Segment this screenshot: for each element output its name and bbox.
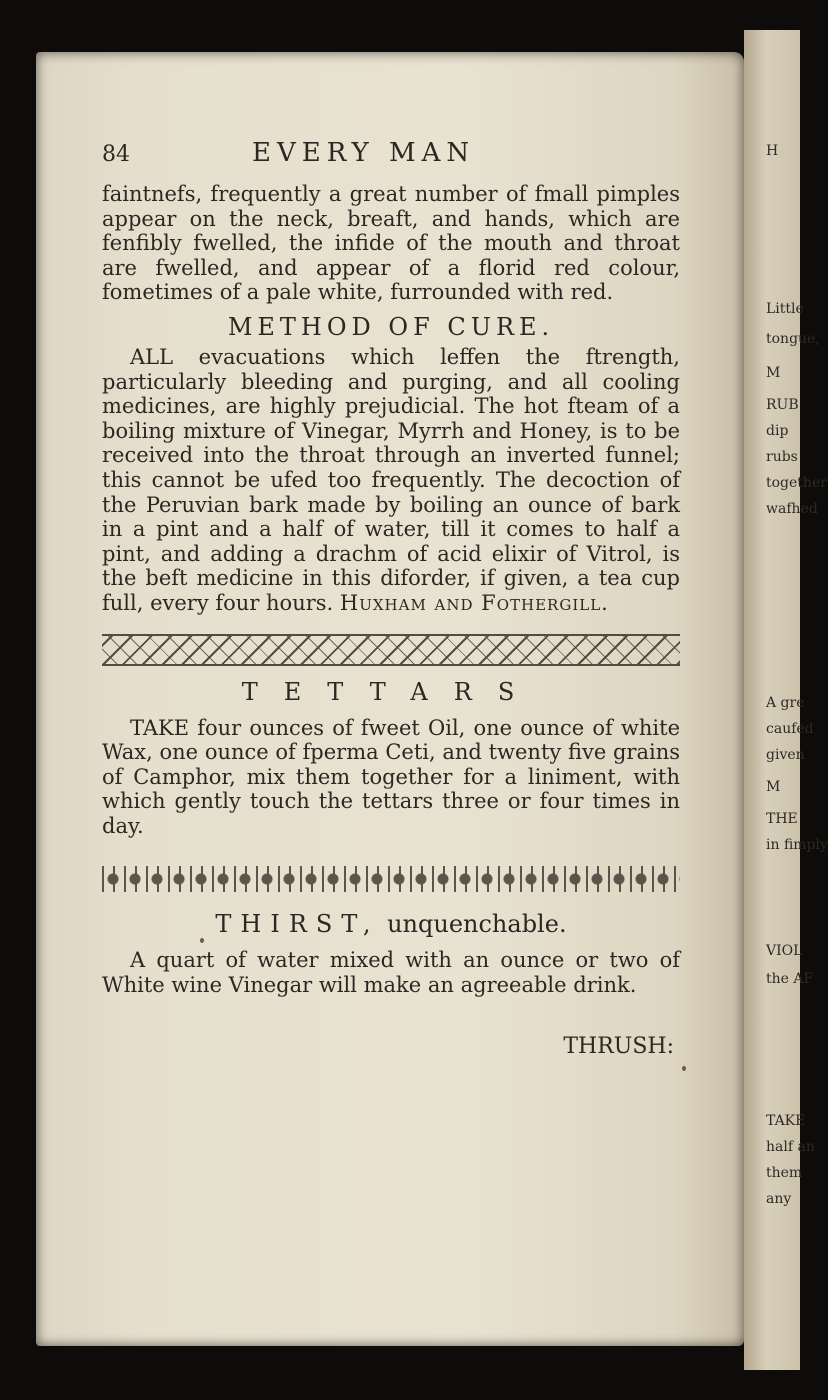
section-heading-method-of-cure: METHOD OF CURE. (227, 312, 555, 341)
facing-page-text: Little (766, 301, 804, 317)
facing-page-text: THE (766, 811, 798, 827)
page-header (102, 138, 680, 182)
facing-page-text: them (766, 1165, 803, 1181)
facing-page-text: A gre (766, 695, 805, 711)
catchword: THRUSH: (563, 1033, 674, 1059)
facing-page-text: given (766, 747, 805, 763)
thirst-heading-rest: unquenchable. (387, 910, 567, 939)
tettars-paragraph: TAKE four ounces of fweet Oil, one ounce of white Wax, one ounce of fperma Ceti, and twenty five grains of Camphor, mix them together for a liniment, with which gently touch the tettars three or four times in day. (102, 715, 680, 838)
thirst-paragraph: A quart of water mixed with an ounce or two of White wine Vinegar will make an agreeable drink. (102, 948, 680, 998)
facing-page-text: M (766, 779, 781, 795)
facing-page-text: dip (766, 423, 789, 439)
section-heading-tettars: TETTARS (241, 677, 541, 706)
ornamental-divider (102, 634, 680, 666)
symptoms-paragraph: faintnefs, frequently a great number of fmall pimples appear on the neck, breaft, and hands, which are fenfibly fwelled, the infide of the mouth and throat are fwelled, and appear of a florid red colour, fometimes of a pale white, furrounded with red. (102, 182, 680, 305)
paper-speck (682, 1066, 686, 1071)
facing-page-text: VIOL (766, 943, 803, 959)
facing-page-text: H (766, 143, 779, 159)
running-title: EVERY MAN (252, 138, 476, 168)
page-content (102, 138, 680, 1059)
ornamental-divider (102, 866, 680, 892)
facing-page-text: caufed (766, 721, 814, 737)
author-signature: Huxham and Fothergill. (339, 590, 609, 615)
facing-page-text: half an (766, 1139, 815, 1155)
facing-page-text: any (766, 1191, 792, 1207)
section-heading-thirst (102, 910, 680, 938)
thirst-heading-caps: THIRST, (215, 910, 380, 939)
facing-page-text: wafhed (766, 501, 818, 517)
facing-page-text: M (766, 365, 781, 381)
facing-page-text: tongue, (766, 331, 820, 347)
facing-page-text: the AF (766, 971, 814, 987)
facing-page-edge (744, 30, 828, 1370)
facing-page-text: together (766, 475, 827, 491)
facing-page-text: rubs (766, 449, 798, 465)
facing-page-text: TAKE (766, 1113, 806, 1129)
page-number: 84 (102, 142, 130, 167)
cure-body: ALL evacuations which leffen the ftrength, particularly bleeding and purging, and all cooling medicines, are highly prejudicial. The hot fteam of a boiling mixture of Vinegar, Myrrh and Honey, is to be received into the throat through an inverted funnel; this cannot be ufed too frequently. The decoction of the Peruvian bark made by boiling an ounce of bark in a pint and a half of water, till it comes to half a pint, and adding a drachm of acid elixir of Vitrol, is the beft medicine in this diforder, if given, a tea cup full, every four hours. (102, 344, 680, 615)
facing-page-text: in fimply (766, 837, 828, 853)
facing-page-text: RUB (766, 397, 799, 413)
cure-paragraph (102, 345, 680, 616)
